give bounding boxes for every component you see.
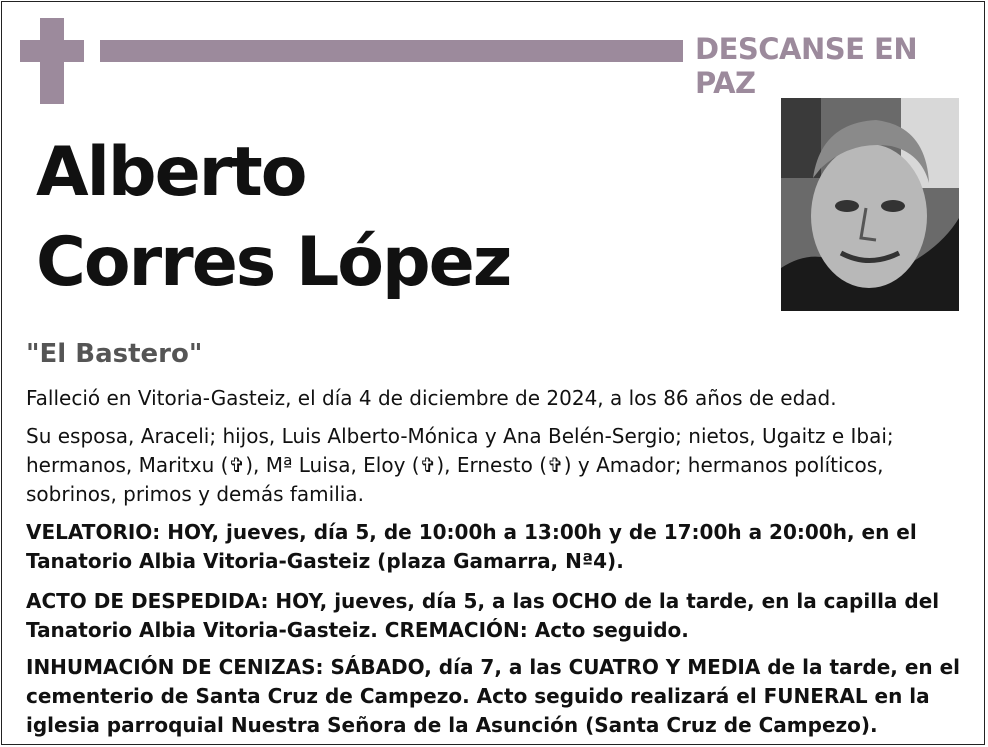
surnames: Corres López <box>36 223 511 302</box>
portrait-image <box>781 98 959 311</box>
nickname: "El Bastero" <box>26 339 203 369</box>
header-label: DESCANSE EN PAZ <box>695 32 918 100</box>
despedida-info: ACTO DE DESPEDIDA: HOY, jueves, día 5, a las OCHO de la tarde, en la capilla del Tanatorio Albia Vitoria-Gasteiz. CREMACIÓN: Acto seguido. <box>26 589 940 642</box>
header-divider <box>100 40 683 62</box>
inhumacion-info: INHUMACIÓN DE CENIZAS: SÁBADO, día 7, a las CUATRO Y MEDIA de la tarde, en el cementerio de Santa Cruz de Campezo. Acto seguido realizará el FUNERAL en la iglesia parroquial Nuestra Señora de la Asunción (Santa Cruz de Campezo). <box>26 655 961 737</box>
velatorio-info: VELATORIO: HOY, jueves, día 5, de 10:00h a 13:00h y de 17:00h a 20:00h, en el Tanatorio Albia Vitoria-Gasteiz (plaza Gamarra, Nª4). <box>26 520 917 573</box>
death-notice: Falleció en Vitoria-Gasteiz, el día 4 de diciembre de 2024, a los 86 años de edad. <box>26 386 837 410</box>
cross-horizontal <box>20 40 84 62</box>
portrait-photo <box>781 98 959 311</box>
first-name: Alberto <box>36 133 306 212</box>
deceased-name <box>36 128 510 308</box>
obituary-card <box>1 1 985 745</box>
family-list: Su esposa, Araceli; hijos, Luis Alberto-Mónica y Ana Belén-Sergio; nietos, Ugaitz e Ibai; hermanos, Maritxu (✞), Mª Luisa, Eloy (✞), Ernesto (✞) y Amador; hermanos políticos, sobrinos, primos y demás familia. <box>26 424 894 506</box>
